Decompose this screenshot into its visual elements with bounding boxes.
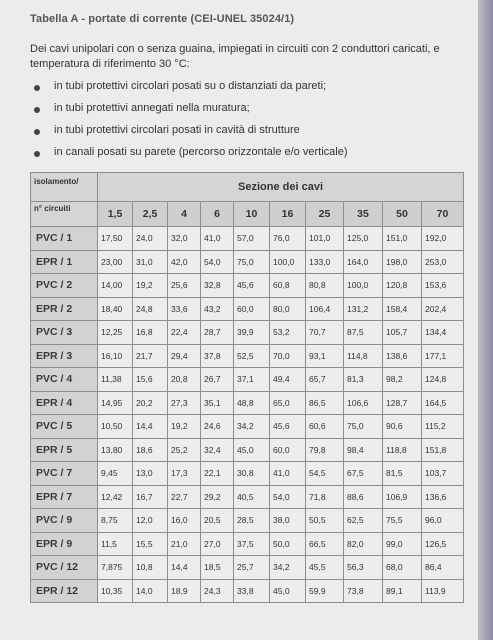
row-header: PVC / 2 — [31, 274, 98, 298]
table-cell: 19,2 — [133, 274, 168, 298]
table-cell: 8,75 — [98, 509, 133, 533]
table-row — [31, 485, 464, 509]
column-header: 35 — [344, 202, 383, 227]
table-cell: 22,4 — [168, 321, 201, 345]
table-cell: 12,42 — [98, 485, 133, 509]
table-cell: 12,25 — [98, 321, 133, 345]
table-cell: 54,0 — [270, 485, 306, 509]
row-header: EPR / 7 — [31, 485, 98, 509]
table-cell: 80,8 — [306, 274, 344, 298]
table-cell: 50,5 — [306, 509, 344, 533]
table-cell: 14,4 — [168, 556, 201, 580]
table-cell: 9,45 — [98, 462, 133, 486]
table-cell: 93,1 — [306, 344, 344, 368]
table-cell: 103,7 — [422, 462, 464, 486]
table-cell: 14,4 — [133, 415, 168, 439]
table-cell: 24,8 — [133, 297, 168, 321]
table-cell: 41,0 — [201, 227, 234, 251]
corner-header-top: isolamento/ — [31, 173, 98, 202]
table-cell: 177,1 — [422, 344, 464, 368]
table-cell: 60,0 — [270, 438, 306, 462]
table-cell: 48,8 — [234, 391, 270, 415]
table-cell: 88,6 — [344, 485, 383, 509]
table-cell: 40,5 — [234, 485, 270, 509]
table-cell: 164,5 — [422, 391, 464, 415]
table-cell: 54,0 — [201, 250, 234, 274]
table-cell: 100,0 — [270, 250, 306, 274]
table-cell: 32,8 — [201, 274, 234, 298]
table-cell: 151,0 — [383, 227, 422, 251]
table-cell: 89,1 — [383, 579, 422, 603]
table-cell: 62,5 — [344, 509, 383, 533]
table-cell: 131,2 — [344, 297, 383, 321]
table-cell: 26,7 — [201, 368, 234, 392]
table-cell: 71,8 — [306, 485, 344, 509]
table-cell: 113,9 — [422, 579, 464, 603]
table-cell: 10,8 — [133, 556, 168, 580]
table-cell: 20,5 — [201, 509, 234, 533]
current-capacity-table — [30, 172, 464, 603]
table-cell: 49,4 — [270, 368, 306, 392]
table-cell: 10,35 — [98, 579, 133, 603]
table-cell: 30,8 — [234, 462, 270, 486]
table-cell: 80,0 — [270, 297, 306, 321]
page-edge — [478, 0, 493, 640]
table-cell: 24,3 — [201, 579, 234, 603]
table-cell: 25,6 — [168, 274, 201, 298]
section-header: Sezione dei cavi — [98, 173, 464, 202]
table-row — [31, 250, 464, 274]
table-cell: 15,5 — [133, 532, 168, 556]
table-cell: 164,0 — [344, 250, 383, 274]
table-cell: 33,6 — [168, 297, 201, 321]
table-cell: 42,0 — [168, 250, 201, 274]
table-cell: 18,9 — [168, 579, 201, 603]
row-header: PVC / 3 — [31, 321, 98, 345]
table-cell: 53,2 — [270, 321, 306, 345]
row-header: PVC / 9 — [31, 509, 98, 533]
table-cell: 25,7 — [234, 556, 270, 580]
table-cell: 86,4 — [422, 556, 464, 580]
table-cell: 202,4 — [422, 297, 464, 321]
table-cell: 136,6 — [422, 485, 464, 509]
table-cell: 79,8 — [306, 438, 344, 462]
table-cell: 105,7 — [383, 321, 422, 345]
table-cell: 118,8 — [383, 438, 422, 462]
table-cell: 106,4 — [306, 297, 344, 321]
table-cell: 24,0 — [133, 227, 168, 251]
table-cell: 75,0 — [234, 250, 270, 274]
table-cell: 70,0 — [270, 344, 306, 368]
table-cell: 43,2 — [201, 297, 234, 321]
table-cell: 124,8 — [422, 368, 464, 392]
table-row — [31, 462, 464, 486]
table-body — [31, 227, 464, 603]
row-header: PVC / 12 — [31, 556, 98, 580]
table-cell: 23,00 — [98, 250, 133, 274]
table-row — [31, 321, 464, 345]
table-cell: 16,0 — [168, 509, 201, 533]
table-cell: 106,6 — [344, 391, 383, 415]
table-cell: 75,5 — [383, 509, 422, 533]
corner-header-bottom: n° circuiti — [31, 202, 98, 227]
table-cell: 60,0 — [234, 297, 270, 321]
table-cell: 19,2 — [168, 415, 201, 439]
table-cell: 126,5 — [422, 532, 464, 556]
table-cell: 17,3 — [168, 462, 201, 486]
table-cell: 10,50 — [98, 415, 133, 439]
table-cell: 38,0 — [270, 509, 306, 533]
table-cell: 138,6 — [383, 344, 422, 368]
table-cell: 54,5 — [306, 462, 344, 486]
table-cell: 14,00 — [98, 274, 133, 298]
table-cell: 20,8 — [168, 368, 201, 392]
table-cell: 17,50 — [98, 227, 133, 251]
table-cell: 27,3 — [168, 391, 201, 415]
table-cell: 76,0 — [270, 227, 306, 251]
table-cell: 35,1 — [201, 391, 234, 415]
table-cell: 45,6 — [270, 415, 306, 439]
table-cell: 98,2 — [383, 368, 422, 392]
table-cell: 12,0 — [133, 509, 168, 533]
table-cell: 11,38 — [98, 368, 133, 392]
table-cell: 11,5 — [98, 532, 133, 556]
row-header: EPR / 3 — [31, 344, 98, 368]
table-cell: 28,5 — [234, 509, 270, 533]
table-cell: 128,7 — [383, 391, 422, 415]
row-header: EPR / 1 — [31, 250, 98, 274]
table-cell: 87,5 — [344, 321, 383, 345]
row-header: PVC / 5 — [31, 415, 98, 439]
table-cell: 45,0 — [270, 579, 306, 603]
table-cell: 60,6 — [306, 415, 344, 439]
table-cell: 16,10 — [98, 344, 133, 368]
table-cell: 45,6 — [234, 274, 270, 298]
row-header: EPR / 12 — [31, 579, 98, 603]
table-cell: 13,80 — [98, 438, 133, 462]
list-item: in tubi protettivi circolari posati su o distanziati da pareti; — [30, 80, 347, 102]
column-header: 16 — [270, 202, 306, 227]
table-cell: 18,5 — [201, 556, 234, 580]
table-cell: 33,8 — [234, 579, 270, 603]
table-cell: 41,0 — [270, 462, 306, 486]
table-cell: 14,95 — [98, 391, 133, 415]
table-cell: 81,5 — [383, 462, 422, 486]
table-cell: 29,2 — [201, 485, 234, 509]
table-row — [31, 274, 464, 298]
table-cell: 70,7 — [306, 321, 344, 345]
column-header: 10 — [234, 202, 270, 227]
row-header: EPR / 2 — [31, 297, 98, 321]
table-row — [31, 532, 464, 556]
table-cell: 65,0 — [270, 391, 306, 415]
table-cell: 22,1 — [201, 462, 234, 486]
table-cell: 96,0 — [422, 509, 464, 533]
row-header: EPR / 4 — [31, 391, 98, 415]
table-row — [31, 556, 464, 580]
table-row — [31, 415, 464, 439]
table-cell: 28,7 — [201, 321, 234, 345]
table-cell: 60,8 — [270, 274, 306, 298]
table-cell: 101,0 — [306, 227, 344, 251]
table-cell: 45,5 — [306, 556, 344, 580]
table-cell: 24,6 — [201, 415, 234, 439]
table-title: Tabella A - portate di corrente (CEI-UNEL 35024/1) — [30, 13, 295, 25]
table-cell: 68,0 — [383, 556, 422, 580]
row-header: EPR / 9 — [31, 532, 98, 556]
table-row — [31, 297, 464, 321]
row-header: PVC / 1 — [31, 227, 98, 251]
table-cell: 86,5 — [306, 391, 344, 415]
table-cell: 37,5 — [234, 532, 270, 556]
table-cell: 90,6 — [383, 415, 422, 439]
table-cell: 7,875 — [98, 556, 133, 580]
table-cell: 18,40 — [98, 297, 133, 321]
table-cell: 65,7 — [306, 368, 344, 392]
conditions-list — [30, 80, 347, 168]
table-cell: 67,5 — [344, 462, 383, 486]
table-cell: 16,8 — [133, 321, 168, 345]
table-row — [31, 227, 464, 251]
intro-paragraph: Dei cavi unipolari con o senza guaina, impiegati in circuiti con 2 conduttori caricati, e temperatura di riferimento 30 °C: — [30, 43, 440, 70]
list-item: in tubi protettivi circolari posati in cavità di strutture — [30, 124, 347, 146]
column-header: 4 — [168, 202, 201, 227]
table-cell: 18,6 — [133, 438, 168, 462]
table-cell: 50,0 — [270, 532, 306, 556]
table-cell: 82,0 — [344, 532, 383, 556]
list-item: in canali posati su parete (percorso orizzontale e/o verticale) — [30, 146, 347, 168]
table-cell: 32,0 — [168, 227, 201, 251]
table-cell: 73,8 — [344, 579, 383, 603]
table-cell: 21,0 — [168, 532, 201, 556]
table-cell: 57,0 — [234, 227, 270, 251]
column-header: 1,5 — [98, 202, 133, 227]
table-row — [31, 438, 464, 462]
table-cell: 100,0 — [344, 274, 383, 298]
table-cell: 13,0 — [133, 462, 168, 486]
column-header: 70 — [422, 202, 464, 227]
table-cell: 16,7 — [133, 485, 168, 509]
table-cell: 22,7 — [168, 485, 201, 509]
table-cell: 21,7 — [133, 344, 168, 368]
table-cell: 37,8 — [201, 344, 234, 368]
table-row — [31, 368, 464, 392]
table-cell: 198,0 — [383, 250, 422, 274]
table-cell: 115,2 — [422, 415, 464, 439]
table-cell: 32,4 — [201, 438, 234, 462]
table-cell: 31,0 — [133, 250, 168, 274]
table-cell: 66,5 — [306, 532, 344, 556]
table-cell: 151,8 — [422, 438, 464, 462]
table-row — [31, 391, 464, 415]
table-cell: 81,3 — [344, 368, 383, 392]
table-row — [31, 579, 464, 603]
table-cell: 59,9 — [306, 579, 344, 603]
table-cell: 114,8 — [344, 344, 383, 368]
table-row — [31, 509, 464, 533]
table-cell: 133,0 — [306, 250, 344, 274]
table-cell: 56,3 — [344, 556, 383, 580]
table-cell: 34,2 — [234, 415, 270, 439]
table-cell: 20,2 — [133, 391, 168, 415]
table-cell: 99,0 — [383, 532, 422, 556]
table-cell: 15,6 — [133, 368, 168, 392]
table-cell: 14,0 — [133, 579, 168, 603]
table-cell: 106,9 — [383, 485, 422, 509]
table-cell: 120,8 — [383, 274, 422, 298]
table-cell: 192,0 — [422, 227, 464, 251]
column-header: 2,5 — [133, 202, 168, 227]
table-cell: 37,1 — [234, 368, 270, 392]
table-cell: 134,4 — [422, 321, 464, 345]
table-cell: 29,4 — [168, 344, 201, 368]
column-header: 25 — [306, 202, 344, 227]
table-row — [31, 344, 464, 368]
table-cell: 75,0 — [344, 415, 383, 439]
table-cell: 158,4 — [383, 297, 422, 321]
table-cell: 52,5 — [234, 344, 270, 368]
row-header: PVC / 4 — [31, 368, 98, 392]
row-header: EPR / 5 — [31, 438, 98, 462]
column-header: 50 — [383, 202, 422, 227]
table-cell: 39,9 — [234, 321, 270, 345]
table-cell: 34,2 — [270, 556, 306, 580]
table-cell: 125,0 — [344, 227, 383, 251]
list-item: in tubi protettivi annegati nella muratura; — [30, 102, 347, 124]
table-cell: 153,6 — [422, 274, 464, 298]
column-header: 6 — [201, 202, 234, 227]
table-cell: 27,0 — [201, 532, 234, 556]
row-header: PVC / 7 — [31, 462, 98, 486]
table-cell: 25,2 — [168, 438, 201, 462]
table-cell: 45,0 — [234, 438, 270, 462]
table-cell: 253,0 — [422, 250, 464, 274]
table-cell: 98,4 — [344, 438, 383, 462]
